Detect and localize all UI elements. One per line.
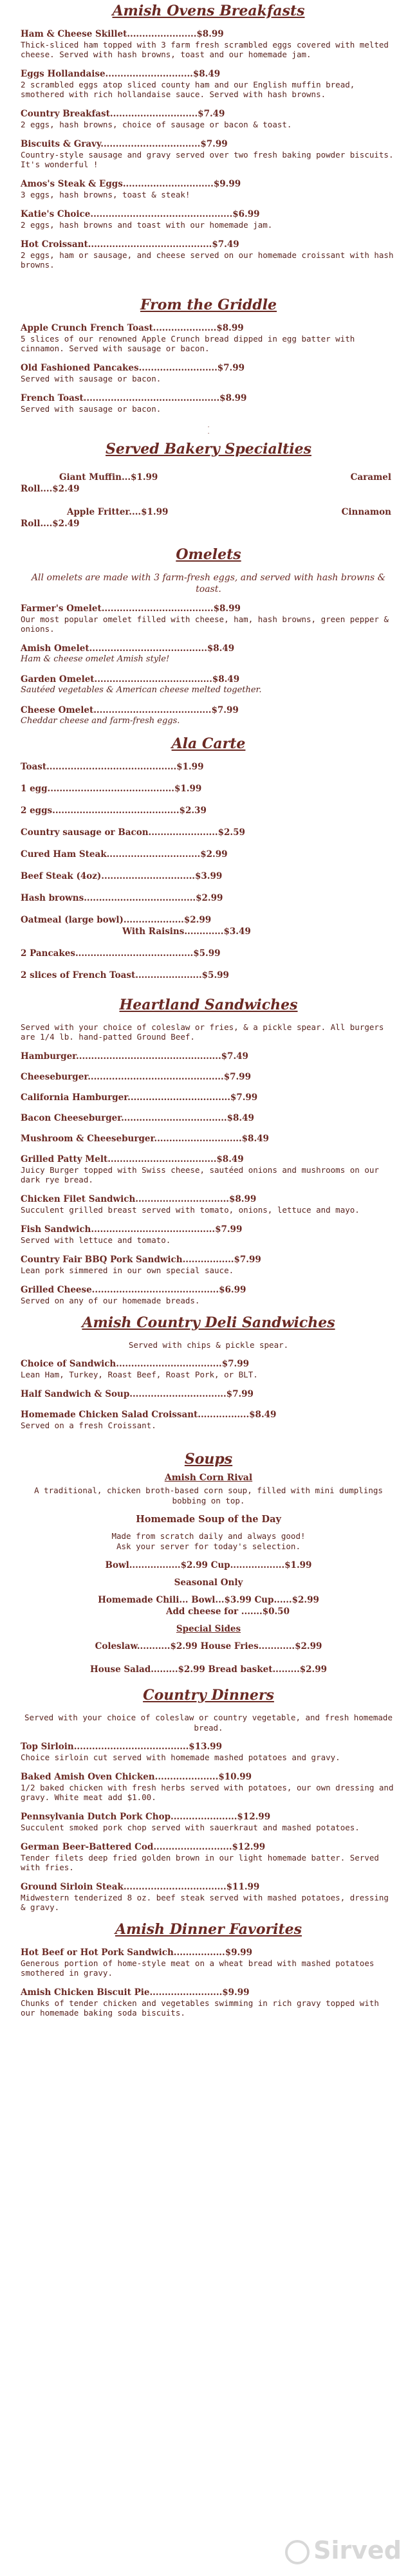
item-description: Lean Ham, Turkey, Roast Beef, Roast Pork, or BLT.	[21, 1370, 258, 1379]
menu-item	[21, 1133, 396, 1145]
alacarte-item: Beef Steak (4oz)...............................$3.99	[21, 871, 223, 881]
omelets-list	[21, 603, 396, 726]
item-description: Chunks of tender chicken and vegetables swimming in rich gravy topped with our homemade baking soda biscuits.	[21, 1998, 379, 2018]
seasonal-title: Seasonal Only	[174, 1578, 243, 1588]
menu-item	[21, 1051, 396, 1062]
item-description: 1/2 baked chicken with fresh herbs served with potatoes, our own dressing and gravy. White meat add $1.00.	[21, 1783, 394, 1802]
griddle-list	[21, 322, 396, 414]
menu-item	[21, 1358, 396, 1379]
item-name-price: Homemade Chicken Salad Croissant.................$8.49	[21, 1410, 277, 1420]
section-title-alacarte: Ala Carte	[171, 735, 246, 752]
item-name-price: Farmer's Omelet.....................................$8.99	[21, 603, 241, 614]
menu-item	[21, 1112, 396, 1124]
alacarte-item: 2 Pancakes.......................................$5.99	[21, 948, 221, 959]
item-description: Midwestern tenderized 8 oz. beef steak served with mashed potatoes, dressing & gravy.	[21, 1893, 389, 1912]
menu-item	[21, 138, 396, 169]
menu-item	[21, 704, 396, 726]
item-name-price: Top Sirloin......................................$13.99	[21, 1742, 222, 1752]
alacarte-item: Toast...........................................$1.99	[21, 762, 204, 772]
item-name-price: Garden Omelet.......................................$8.49	[21, 674, 240, 685]
menu-item	[21, 1092, 396, 1103]
chili-line: Homemade Chili... Bowl...$3.99 Cup......$2.99	[98, 1595, 319, 1605]
menu-item	[21, 1947, 396, 1978]
menu-item	[21, 178, 396, 199]
item-name-price: Country Breakfast.............................$7.49	[21, 109, 225, 119]
alacarte-item: 2 eggs..........................................$2.39	[21, 805, 207, 816]
section-title-favorites: Amish Dinner Favorites	[115, 1921, 302, 1938]
oatmeal-raisins: With Raisins.............$3.49	[122, 926, 251, 937]
item-name-price: Bacon Cheeseburger...................................$8.49	[21, 1113, 254, 1123]
item-name-price: Half Sandwich & Soup................................$7.99	[21, 1389, 254, 1399]
watermark-text: Sirved	[313, 2536, 402, 2564]
menu-item	[21, 1154, 396, 1184]
item-name-price: Old Fashioned Pancakes..........................$7.99	[21, 363, 245, 373]
item-description: Lean pork simmered in our own special sauce.	[21, 1265, 234, 1275]
menu-item	[21, 674, 396, 695]
item-name-price: Cheese Omelet.......................................$7.99	[21, 705, 239, 715]
item-name-price: Hot Croissant.........................................$7.49	[21, 239, 239, 250]
breakfasts-list	[21, 28, 396, 270]
section-title-omelets: Omelets	[176, 546, 241, 563]
item-description: Served with sausage or bacon.	[21, 404, 162, 414]
item-name-price: Amish Chicken Biscuit Pie........................$9.99	[21, 1987, 250, 1998]
alacarte-list	[21, 761, 396, 981]
item-name-price: Eggs Hollandaise.............................$8.49	[21, 69, 221, 79]
menu-item	[21, 239, 396, 270]
menu-item	[21, 392, 396, 414]
alacarte-item: Cured Ham Steak...............................$2.99	[21, 849, 228, 860]
bakery-row	[21, 506, 396, 529]
sides-row: Coleslaw...........$2.99 House Fries............$2.99	[95, 1641, 322, 1651]
sandwiches-list	[21, 1051, 396, 1305]
section-title-breakfasts: Amish Ovens Breakfasts	[112, 3, 305, 19]
corn-rival-title: Amish Corn Rival	[164, 1473, 253, 1483]
item-description: Generous portion of home-style meat on a wheat bread with mashed potatoes smothered in gravy.	[21, 1958, 375, 1978]
item-name-price: Katie's Choice...............................................$6.99	[21, 209, 260, 219]
item-name-price: Grilled Patty Melt....................................$8.49	[21, 1154, 244, 1164]
menu-item	[21, 1409, 396, 1430]
bakery-item-wrap: Roll....$2.49	[21, 519, 80, 529]
item-name-price: Grilled Cheese..........................................$6.99	[21, 1285, 246, 1295]
item-name-price: Fish Sandwich.........................................$7.99	[21, 1224, 243, 1235]
bakery-item: Cinnamon	[341, 507, 391, 517]
item-name-price: Ground Sirloin Steak..................................$11.99	[21, 1882, 260, 1892]
section-title-sandwiches: Heartland Sandwiches	[119, 997, 298, 1013]
section-title-bakery: Served Bakery Specialties	[106, 441, 311, 457]
homemade-soup-title: Homemade Soup of the Day	[136, 1514, 281, 1525]
item-description: 2 eggs, hash browns, choice of sausage or bacon & toast.	[21, 120, 292, 129]
item-description: Juicy Burger topped with Swiss cheese, sautéed onions and mushrooms on our dark rye bread.	[21, 1165, 379, 1184]
menu-item	[21, 1741, 396, 1762]
menu-item	[21, 362, 396, 383]
oatmeal-line: Oatmeal (large bowl)....................$2.99	[21, 915, 212, 925]
item-description: Succulent grilled breast served with tomato, onions, lettuce and mayo.	[21, 1205, 360, 1215]
alacarte-item: 2 slices of French Toast......................$5.99	[21, 970, 229, 980]
favorites-list	[21, 1947, 396, 2018]
item-name-price: California Hamburger..................................$7.99	[21, 1092, 258, 1103]
menu-item	[21, 1193, 396, 1215]
chili-cheese: Add cheese for .......$0.50	[166, 1606, 290, 1617]
item-name-price: Amos's Steak & Eggs..............................$9.99	[21, 179, 241, 189]
alacarte-item: Country sausage or Bacon.......................$2.59	[21, 827, 245, 838]
item-name-price: Amish Omelet.......................................$8.49	[21, 643, 235, 654]
separator-dots: . .	[207, 423, 210, 436]
item-description: Our most popular omelet filled with cheese, ham, hash browns, green pepper & onions.	[21, 614, 389, 634]
special-sides-title: Special Sides	[176, 1624, 241, 1634]
item-description: Thick-sliced ham topped with 3 farm fresh scrambled eggs covered with melted cheese. Served with hash browns, toast and our homemade jam.	[21, 40, 389, 59]
item-description: Country-style sausage and gravy served over two fresh baking powder biscuits. It's wonderful !	[21, 150, 394, 169]
section-intro: Served with your choice of coleslaw or country vegetable, and fresh homemade bread.	[24, 1713, 393, 1733]
item-description: Cheddar cheese and farm-fresh eggs.	[21, 716, 180, 726]
bakery-item: Caramel	[350, 472, 391, 483]
menu-item	[21, 643, 396, 665]
section-title-griddle: From the Griddle	[140, 297, 277, 313]
menu-item	[21, 1284, 396, 1305]
item-description: Served on any of our homemade breads.	[21, 1296, 200, 1305]
menu-item	[21, 322, 396, 353]
item-description: Served on a fresh Croissant.	[21, 1421, 156, 1430]
menu-item	[21, 603, 396, 634]
item-description: 5 slices of our renowned Apple Crunch bread dipped in egg batter with cinnamon. Served with sausage or bacon.	[21, 334, 355, 353]
section-intro: Served with your choice of coleslaw or fries, & a pickle spear. All burgers are 1/4 lb. hand-patted Ground Beef.	[21, 1022, 384, 1042]
menu-item	[21, 1841, 396, 1872]
menu-item	[21, 1987, 396, 2018]
item-name-price: Cheeseburger.............................................$7.99	[21, 1072, 251, 1082]
alacarte-item: Hash browns.....................................$2.99	[21, 893, 223, 903]
item-description: 3 eggs, hash browns, toast & steak!	[21, 190, 190, 199]
item-description: Served with lettuce and tomato.	[21, 1235, 171, 1245]
section-title-deli: Amish Country Deli Sandwiches	[82, 1314, 335, 1331]
alacarte-item: 1 egg..........................................$1.99	[21, 784, 202, 794]
menu-item	[21, 208, 396, 230]
item-description: 2 eggs, hash browns and toast with our homemade jam.	[21, 220, 273, 230]
item-description: Tender filets deep fried golden brown in our light homemade batter. Served with fries.	[21, 1853, 379, 1872]
homemade-soup-desc: Made from scratch daily and always good! Ask your server for today's selection.	[111, 1531, 306, 1551]
menu-item	[21, 1071, 396, 1083]
menu-item	[21, 108, 396, 129]
item-name-price: German Beer-Battered Cod..........................$12.99	[21, 1842, 266, 1852]
item-name-price: Baked Amish Oven Chicken.....................$10.99	[21, 1772, 252, 1782]
sides-row: House Salad.........$2.99 Bread basket.........$2.99	[89, 1664, 328, 1675]
deli-list	[21, 1358, 396, 1430]
bakery-item: Apple Fritter....$1.99	[67, 507, 169, 517]
menu-item	[21, 68, 396, 99]
menu-item	[21, 1254, 396, 1275]
item-name-price: Ham & Cheese Skillet.......................$8.99	[21, 29, 224, 39]
item-description: Ham & cheese omelet Amish style!	[21, 654, 170, 664]
section-title-soups: Soups	[184, 1451, 233, 1467]
section-title-dinners: Country Dinners	[143, 1687, 274, 1704]
menu-item	[21, 1388, 396, 1400]
section-intro: Served with chips & pickle spear.	[128, 1340, 289, 1350]
item-name-price: Biscuits & Gravy.................................$7.99	[21, 139, 228, 149]
menu-item	[21, 1771, 396, 1802]
soup-bowl-cup: Bowl.................$2.99 Cup..................$1.99	[105, 1560, 312, 1570]
item-name-price: Hamburger................................................$7.49	[21, 1051, 248, 1062]
item-name-price: French Toast.............................................$8.99	[21, 393, 247, 403]
item-description: 2 scrambled eggs atop sliced county ham and our English muffin bread, smothered with rich hollandaise sauce. Served with hash browns.	[21, 80, 355, 99]
menu-item	[21, 1224, 396, 1245]
item-description: Choice sirloin cut served with homemade mashed potatoes and gravy.	[21, 1753, 340, 1762]
item-name-price: Country Fair BBQ Pork Sandwich.................$7.99	[21, 1255, 261, 1265]
item-name-price: Mushroom & Cheeseburger.............................$8.49	[21, 1134, 269, 1144]
logo-icon	[285, 2540, 310, 2564]
item-name-price: Hot Beef or Hot Pork Sandwich.................$9.99	[21, 1947, 252, 1958]
item-name-price: Pennsylvania Dutch Pork Chop......................$12.99	[21, 1812, 271, 1822]
alacarte-item	[21, 914, 396, 937]
corn-rival-desc: A traditional, chicken broth-based corn soup, filled with mini dumplings bobbing on top.	[34, 1486, 383, 1505]
menu-item	[21, 28, 396, 59]
menu-item	[21, 1881, 396, 1912]
bakery-item-wrap: Roll....$2.49	[21, 484, 80, 494]
item-name-price: Choice of Sandwich...................................$7.99	[21, 1359, 250, 1369]
item-description: Served with sausage or bacon.	[21, 374, 162, 383]
watermark	[285, 2536, 402, 2564]
menu-item	[21, 1811, 396, 1832]
section-intro: All omelets are made with 3 farm-fresh eggs, and served with hash browns & toast.	[31, 573, 386, 594]
item-name-price: Apple Crunch French Toast.....................$8.99	[21, 323, 244, 333]
item-description: 2 eggs, ham or sausage, and cheese served on our homemade croissant with hash browns.	[21, 250, 394, 270]
bakery-row	[21, 472, 396, 495]
item-description: Succulent smoked pork chop served with sauerkraut and mashed potatoes.	[21, 1823, 360, 1832]
item-description: Sautéed vegetables & American cheese melted together.	[21, 685, 262, 695]
dinners-list	[21, 1741, 396, 1912]
item-name-price: Chicken Filet Sandwich...............................$8.99	[21, 1194, 257, 1204]
bakery-item: Giant Muffin...$1.99	[59, 472, 158, 483]
